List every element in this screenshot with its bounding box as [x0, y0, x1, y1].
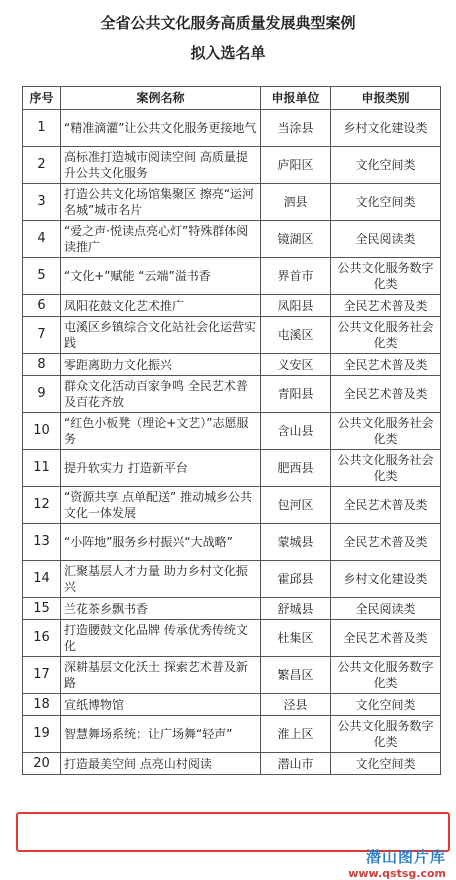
category: 全民艺术普及类: [331, 354, 441, 376]
table-row: [23, 657, 441, 694]
category: 全民阅读类: [331, 598, 441, 620]
table-row: [23, 753, 441, 775]
row-number: 4: [23, 221, 61, 258]
table-row: [23, 524, 441, 561]
category: 文化空间类: [331, 753, 441, 775]
declaring-unit: 潜山市: [261, 753, 331, 775]
category: 文化空间类: [331, 694, 441, 716]
table-row: [23, 716, 441, 753]
declaring-unit: 庐阳区: [261, 147, 331, 184]
table-row: [23, 295, 441, 317]
category: 公共文化服务社会化类: [331, 450, 441, 487]
case-name: “资源共享 点单配送” 推动城乡公共文化一体发展: [61, 487, 261, 524]
case-name: “红色小板凳（理论+文艺）”志愿服务: [61, 413, 261, 450]
case-table: [22, 86, 441, 775]
table-row: [23, 598, 441, 620]
case-name: 宣纸博物馆: [61, 694, 261, 716]
case-name: 智慧舞场系统：让广场舞“轻声”: [61, 716, 261, 753]
table-body: [23, 110, 441, 775]
case-name: 提升软实力 打造新平台: [61, 450, 261, 487]
table-row: [23, 376, 441, 413]
table-row: [23, 184, 441, 221]
row-number: 18: [23, 694, 61, 716]
row-number: 9: [23, 376, 61, 413]
declaring-unit: 繁昌区: [261, 657, 331, 694]
category: 全民阅读类: [331, 221, 441, 258]
category: 乡村文化建设类: [331, 561, 441, 598]
table-row: [23, 620, 441, 657]
declaring-unit: 蒙城县: [261, 524, 331, 561]
declaring-unit: 屯溪区: [261, 317, 331, 354]
declaring-unit: 青阳县: [261, 376, 331, 413]
watermark-url: www.qstsg.com: [348, 867, 446, 880]
declaring-unit: 界首市: [261, 258, 331, 295]
table-row: [23, 450, 441, 487]
row-number: 5: [23, 258, 61, 295]
declaring-unit: 泗县: [261, 184, 331, 221]
row-number: 15: [23, 598, 61, 620]
table-row: [23, 110, 441, 147]
table-row: [23, 258, 441, 295]
declaring-unit: 镜湖区: [261, 221, 331, 258]
case-name: “精准滴灌”让公共文化服务更接地气: [61, 110, 261, 147]
row-number: 17: [23, 657, 61, 694]
category: 公共文化服务社会化类: [331, 317, 441, 354]
case-name: 凤阳花鼓文化艺术推广: [61, 295, 261, 317]
declaring-unit: 凤阳县: [261, 295, 331, 317]
col-header-name: 案例名称: [61, 87, 261, 110]
table-row: [23, 487, 441, 524]
declaring-unit: 淮上区: [261, 716, 331, 753]
row-number: 6: [23, 295, 61, 317]
category: 公共文化服务数字化类: [331, 716, 441, 753]
category: 公共文化服务数字化类: [331, 657, 441, 694]
declaring-unit: 霍邱县: [261, 561, 331, 598]
case-name: 打造最美空间 点亮山村阅读: [61, 753, 261, 775]
category: 文化空间类: [331, 147, 441, 184]
declaring-unit: 包河区: [261, 487, 331, 524]
declaring-unit: 义安区: [261, 354, 331, 376]
case-name: 屯溪区乡镇综合文化站社会化运营实践: [61, 317, 261, 354]
declaring-unit: 泾县: [261, 694, 331, 716]
row-number: 13: [23, 524, 61, 561]
row-number: 10: [23, 413, 61, 450]
category: 文化空间类: [331, 184, 441, 221]
watermark: [348, 846, 446, 880]
case-name: 零距离助力文化振兴: [61, 354, 261, 376]
category: 全民艺术普及类: [331, 295, 441, 317]
declaring-unit: 杜集区: [261, 620, 331, 657]
case-name: 高标准打造城市阅读空间 高质量提升公共文化服务: [61, 147, 261, 184]
category: 全民艺术普及类: [331, 620, 441, 657]
category: 全民艺术普及类: [331, 376, 441, 413]
row-number: 16: [23, 620, 61, 657]
table-row: [23, 221, 441, 258]
category: 乡村文化建设类: [331, 110, 441, 147]
case-name: 打造腰鼓文化品牌 传承优秀传统文化: [61, 620, 261, 657]
page-subtitle: 拟入选名单: [190, 44, 266, 62]
row-number: 19: [23, 716, 61, 753]
declaring-unit: 当涂县: [261, 110, 331, 147]
category: 公共文化服务社会化类: [331, 413, 441, 450]
watermark-name: 潜山图片库: [365, 848, 446, 866]
declaring-unit: 舒城县: [261, 598, 331, 620]
table-row: [23, 354, 441, 376]
case-name: “小阵地”服务乡村振兴“大战略”: [61, 524, 261, 561]
table-row: [23, 147, 441, 184]
case-name: 汇聚基层人才力量 助力乡村文化振兴: [61, 561, 261, 598]
col-header-unit: 申报单位: [261, 87, 331, 110]
col-header-category: 申报类别: [331, 87, 441, 110]
row-number: 12: [23, 487, 61, 524]
case-name: “文化+”赋能 “云端”溢书香: [61, 258, 261, 295]
category: 全民艺术普及类: [331, 487, 441, 524]
row-number: 20: [23, 753, 61, 775]
category: 公共文化服务数字化类: [331, 258, 441, 295]
table-row: [23, 413, 441, 450]
category: 全民艺术普及类: [331, 524, 441, 561]
row-number: 3: [23, 184, 61, 221]
row-number: 7: [23, 317, 61, 354]
table-row: [23, 694, 441, 716]
declaring-unit: 含山县: [261, 413, 331, 450]
row-number: 2: [23, 147, 61, 184]
case-name: “爱之声·悦读点亮心灯”特殊群体阅读推广: [61, 221, 261, 258]
declaring-unit: 肥西县: [261, 450, 331, 487]
table-row: [23, 561, 441, 598]
row-number: 1: [23, 110, 61, 147]
col-header-no: 序号: [23, 87, 61, 110]
case-name: 打造公共文化场馆集聚区 擦亮“运河名城”城市名片: [61, 184, 261, 221]
table-header-row: [23, 87, 441, 110]
row-number: 14: [23, 561, 61, 598]
case-name: 兰花茶乡飘书香: [61, 598, 261, 620]
case-name: 群众文化活动百家争鸣 全民艺术普及百花齐放: [61, 376, 261, 413]
table-row: [23, 317, 441, 354]
case-name: 深耕基层文化沃土 探索艺术普及新路: [61, 657, 261, 694]
row-number: 8: [23, 354, 61, 376]
row-number: 11: [23, 450, 61, 487]
page-title: 全省公共文化服务高质量发展典型案例: [100, 14, 356, 32]
